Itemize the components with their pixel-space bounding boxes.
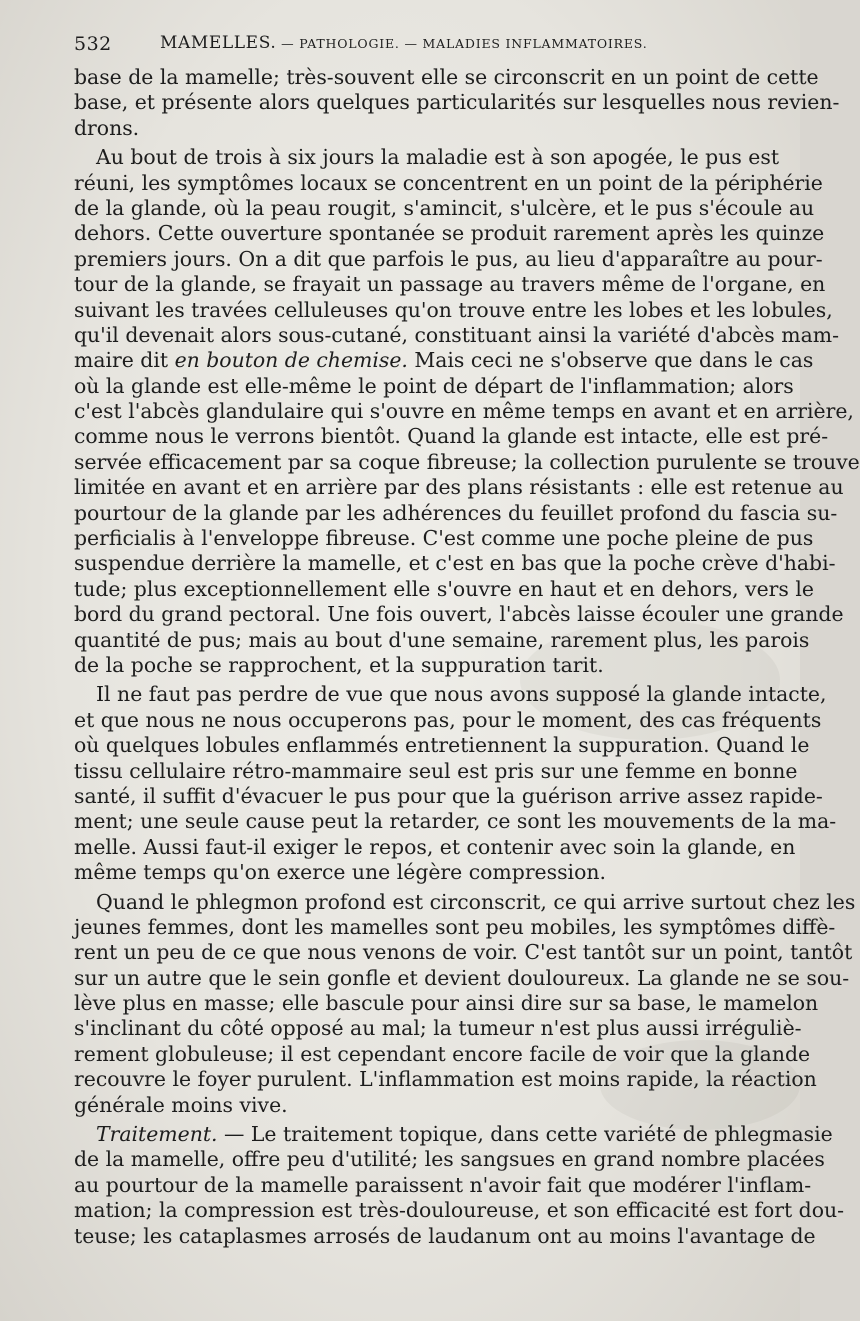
text-line: suivant les travées celluleuses qu'on trouve entre les lobes et les lobules,: [74, 297, 833, 322]
text-line: base de la mamelle; très-souvent elle se circonscrit en un point de cette: [74, 65, 819, 89]
italic-text: Traitement.: [96, 1122, 218, 1147]
header-dash: —: [399, 36, 423, 51]
text-line: tude; plus exceptionnellement elle s'ouvre en haut et en dehors, vers le: [74, 576, 814, 601]
running-header: [74, 33, 738, 59]
text-line: ment; une seule cause peut la retarder, ce sont les mouvements de la ma-: [74, 809, 837, 834]
text-line: teuse; les cataplasmes arrosés de laudanum ont au moins l'avantage de: [74, 1223, 816, 1248]
text-line: Quand le phlegmon profond est circonscrit, ce qui arrive surtout chez les: [96, 889, 856, 914]
paragraph: [74, 145, 860, 678]
text-line: au pourtour de la mamelle paraissent n'avoir fait que modérer l'inflam-: [74, 1172, 812, 1197]
text-line: tissu cellulaire rétro-mammaire seul est pris sur une femme en bonne: [74, 758, 798, 783]
text-line: où quelques lobules enflammés entretiennent la suppuration. Quand le: [74, 733, 810, 758]
section-title: MAMELLES.: [160, 33, 277, 53]
text-line: de la glande, où la peau rougit, s'amincit, s'ulcère, et le pus s'écoule au: [74, 195, 815, 220]
text-line: s'inclinant du côté opposé au mal; la tumeur n'est plus aussi irréguliè-: [74, 1016, 802, 1041]
paragraph: [74, 65, 840, 141]
text-line: base, et présente alors quelques particularités sur lesquelles nous revien-: [74, 90, 840, 115]
text-line: comme nous le verrons bientôt. Quand la glande est intacte, elle est pré-: [74, 424, 829, 449]
text-line: limitée en avant et en arrière par des plans résistants : elle est retenue au: [74, 475, 844, 500]
text-line: recouvre le foyer purulent. L'inflammation est moins rapide, la réaction: [74, 1067, 817, 1092]
text-line: santé, il suffit d'évacuer le pus pour que la guérison arrive assez rapide-: [74, 783, 823, 808]
text-line: jeunes femmes, dont les mamelles sont peu mobiles, les symptômes diffè-: [74, 914, 836, 939]
text-line: mation; la compression est très-douloureuse, et son efficacité est fort dou-: [74, 1198, 845, 1223]
text-line: de la mamelle, offre peu d'utilité; les sangsues en grand nombre placées: [74, 1147, 825, 1172]
chapter-title: MALADIES INFLAMMATOIRES.: [422, 36, 648, 51]
text-line: même temps qu'on exerce une légère compression.: [74, 860, 606, 885]
text-line: maire dit en bouton de chemise. Mais ceci ne s'observe que dans le cas: [74, 348, 814, 373]
paragraph: [74, 889, 856, 1119]
italic-text: en bouton de chemise.: [174, 348, 408, 373]
body-text: [74, 65, 860, 1249]
text-line: Au bout de trois à six jours la maladie est à son apogée, le pus est: [96, 145, 780, 170]
text-line: servée efficacement par sa coque fibreuse; la collection purulente se trouve: [74, 449, 860, 474]
text-line: générale moins vive.: [74, 1092, 288, 1117]
paragraph: [74, 682, 837, 885]
text-line: rent un peu de ce que nous venons de voir. C'est tantôt sur un point, tantôt: [74, 940, 853, 965]
text-line: de la poche se rapprochent, et la suppuration tarit.: [74, 652, 604, 677]
page-number: 532: [74, 33, 112, 55]
text-line: lève plus en masse; elle bascule pour ainsi dire sur sa base, le mamelon: [74, 991, 819, 1016]
text-line: c'est l'abcès glandulaire qui s'ouvre en même temps en avant et en arrière,: [74, 399, 854, 424]
text-line: réuni, les symptômes locaux se concentrent en un point de la périphérie: [74, 170, 823, 195]
text-line: pourtour de la glande par les adhérences du feuillet profond du fascia su-: [74, 500, 838, 525]
text-line: melle. Aussi faut-il exiger le repos, et contenir avec soin la glande, en: [74, 834, 796, 859]
text-line: quantité de pus; mais au bout d'une semaine, rarement plus, les parois: [74, 627, 810, 652]
text-line: où la glande est elle-même le point de départ de l'inflammation; alors: [74, 373, 794, 398]
text-line: dehors. Cette ouverture spontanée se produit rarement après les quinze: [74, 221, 825, 246]
text-line: rement globuleuse; il est cependant encore facile de voir que la glande: [74, 1041, 811, 1066]
text-line: et que nous ne nous occuperons pas, pour le moment, des cas fréquents: [74, 707, 822, 732]
text-line: suspendue derrière la mamelle, et c'est en bas que la poche crève d'habi-: [74, 551, 836, 576]
text-line: perficialis à l'enveloppe fibreuse. C'est comme une poche pleine de pus: [74, 526, 814, 551]
header-dash: —: [276, 36, 300, 51]
text-line: Il ne faut pas perdre de vue que nous avons supposé la glande intacte,: [96, 682, 827, 707]
text-line: premiers jours. On a dit que parfois le pus, au lieu d'apparaître au pour-: [74, 246, 823, 271]
text-line: bord du grand pectoral. Une fois ouvert, l'abcès laisse écouler une grande: [74, 602, 844, 627]
text-line: sur un autre que le sein gonfle et devient douloureux. La glande ne se sou-: [74, 965, 850, 990]
text-line: Traitement. — Le traitement topique, dans cette variété de phlegmasie: [96, 1122, 833, 1147]
subsection-title: PATHOLOGIE.: [299, 36, 400, 51]
paragraph: [74, 1122, 845, 1249]
text-line: tour de la glande, se frayait un passage au travers même de l'organe, en: [74, 272, 826, 297]
running-title: [160, 33, 647, 53]
text-line: qu'il devenait alors sous-cutané, constituant ainsi la variété d'abcès mam-: [74, 322, 839, 347]
text-line: drons.: [74, 115, 140, 140]
